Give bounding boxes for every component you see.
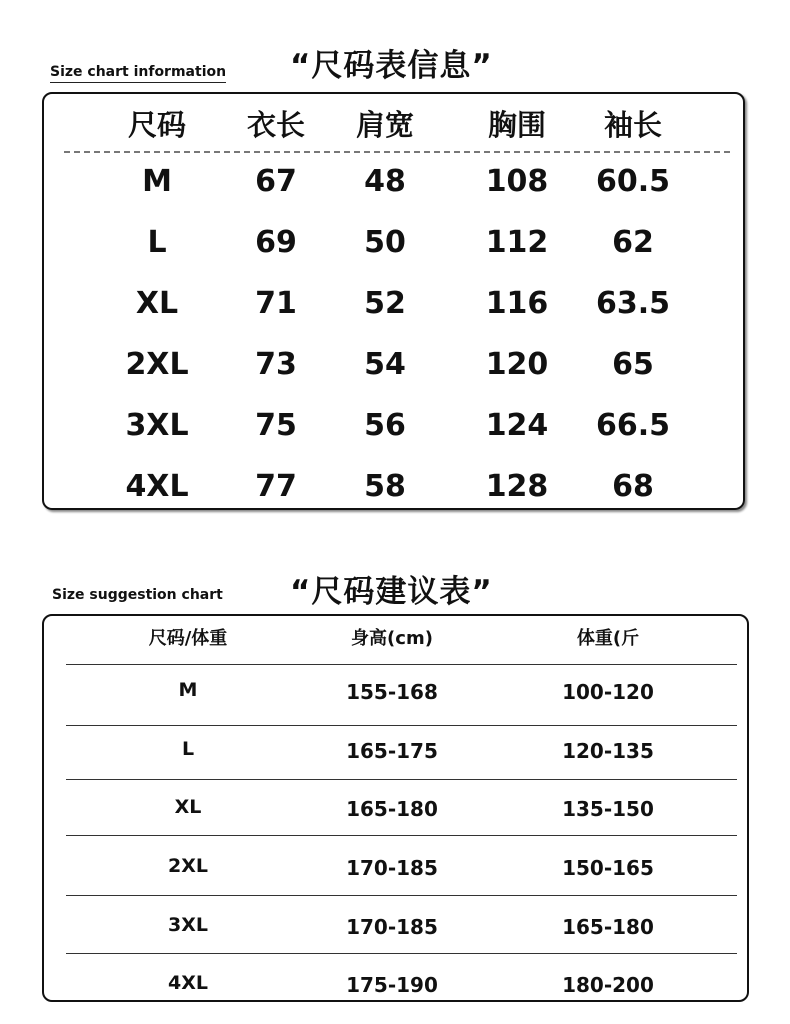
row-divider bbox=[66, 835, 737, 836]
measurement-cell: 65 bbox=[612, 347, 654, 382]
measurement-cell: 67 bbox=[255, 164, 297, 199]
suggestion-header-cell: 尺码/体重 bbox=[148, 628, 228, 649]
measurement-cell: 62 bbox=[612, 225, 654, 260]
size-label: 3XL bbox=[125, 408, 189, 443]
size-label: 4XL bbox=[168, 972, 208, 994]
measurement-cell: 66.5 bbox=[595, 408, 671, 443]
measurement-cell: 58 bbox=[364, 469, 406, 504]
header-divider bbox=[64, 151, 730, 153]
weight-range-cell: 120-135 bbox=[562, 739, 654, 763]
height-range-cell: 165-180 bbox=[346, 797, 438, 821]
measurement-cell: 71 bbox=[255, 286, 297, 321]
size-label: 4XL bbox=[125, 469, 189, 504]
measurement-cell: 52 bbox=[364, 286, 406, 321]
height-range-cell: 170-185 bbox=[346, 856, 438, 880]
size-chart-header-cell: 肩宽 bbox=[355, 108, 414, 142]
weight-range-cell: 165-180 bbox=[562, 915, 654, 939]
size-label: L bbox=[147, 225, 167, 260]
measurement-cell: 112 bbox=[485, 225, 549, 260]
height-range-cell: 170-185 bbox=[346, 915, 438, 939]
row-divider bbox=[66, 664, 737, 665]
suggestion-header-cell: 身高(cm) bbox=[351, 628, 433, 649]
measurement-cell: 108 bbox=[485, 164, 549, 199]
measurement-cell: 120 bbox=[485, 347, 549, 382]
size-chart-subtitle: Size chart information bbox=[50, 64, 226, 83]
measurement-cell: 54 bbox=[364, 347, 406, 382]
measurement-cell: 77 bbox=[255, 469, 297, 504]
measurement-cell: 116 bbox=[485, 286, 549, 321]
suggestion-chart-title: “尺码建议表” bbox=[290, 574, 493, 610]
size-chart-title: “尺码表信息” bbox=[290, 48, 493, 84]
size-label: M bbox=[178, 679, 198, 701]
height-range-cell: 155-168 bbox=[346, 680, 438, 704]
measurement-cell: 128 bbox=[485, 469, 549, 504]
height-range-cell: 165-175 bbox=[346, 739, 438, 763]
measurement-cell: 50 bbox=[364, 225, 406, 260]
measurement-cell: 68 bbox=[612, 469, 654, 504]
measurement-cell: 60.5 bbox=[595, 164, 671, 199]
measurement-cell: 69 bbox=[255, 225, 297, 260]
measurement-cell: 48 bbox=[364, 164, 406, 199]
row-divider bbox=[66, 895, 737, 896]
size-label: XL bbox=[174, 796, 202, 818]
size-chart-header-cell: 衣长 bbox=[246, 108, 305, 142]
size-label: M bbox=[142, 164, 172, 199]
measurement-cell: 56 bbox=[364, 408, 406, 443]
height-range-cell: 175-190 bbox=[346, 973, 438, 997]
size-chart-header-cell: 袖长 bbox=[603, 108, 662, 142]
row-divider bbox=[66, 779, 737, 780]
weight-range-cell: 100-120 bbox=[562, 680, 654, 704]
row-divider bbox=[66, 953, 737, 954]
measurement-cell: 75 bbox=[255, 408, 297, 443]
size-chart-header-cell: 胸围 bbox=[487, 108, 546, 142]
measurement-cell: 63.5 bbox=[595, 286, 671, 321]
suggestion-header-cell: 体重(斤 bbox=[576, 628, 640, 649]
measurement-cell: 73 bbox=[255, 347, 297, 382]
weight-range-cell: 135-150 bbox=[562, 797, 654, 821]
suggestion-chart-subtitle: Size suggestion chart bbox=[52, 587, 223, 603]
weight-range-cell: 150-165 bbox=[562, 856, 654, 880]
size-label: L bbox=[181, 738, 195, 760]
weight-range-cell: 180-200 bbox=[562, 973, 654, 997]
size-label: 2XL bbox=[168, 855, 208, 877]
row-divider bbox=[66, 725, 737, 726]
size-chart-header-cell: 尺码 bbox=[127, 108, 186, 142]
size-label: 2XL bbox=[125, 347, 189, 382]
size-label: 3XL bbox=[168, 914, 208, 936]
size-label: XL bbox=[135, 286, 179, 321]
measurement-cell: 124 bbox=[485, 408, 549, 443]
